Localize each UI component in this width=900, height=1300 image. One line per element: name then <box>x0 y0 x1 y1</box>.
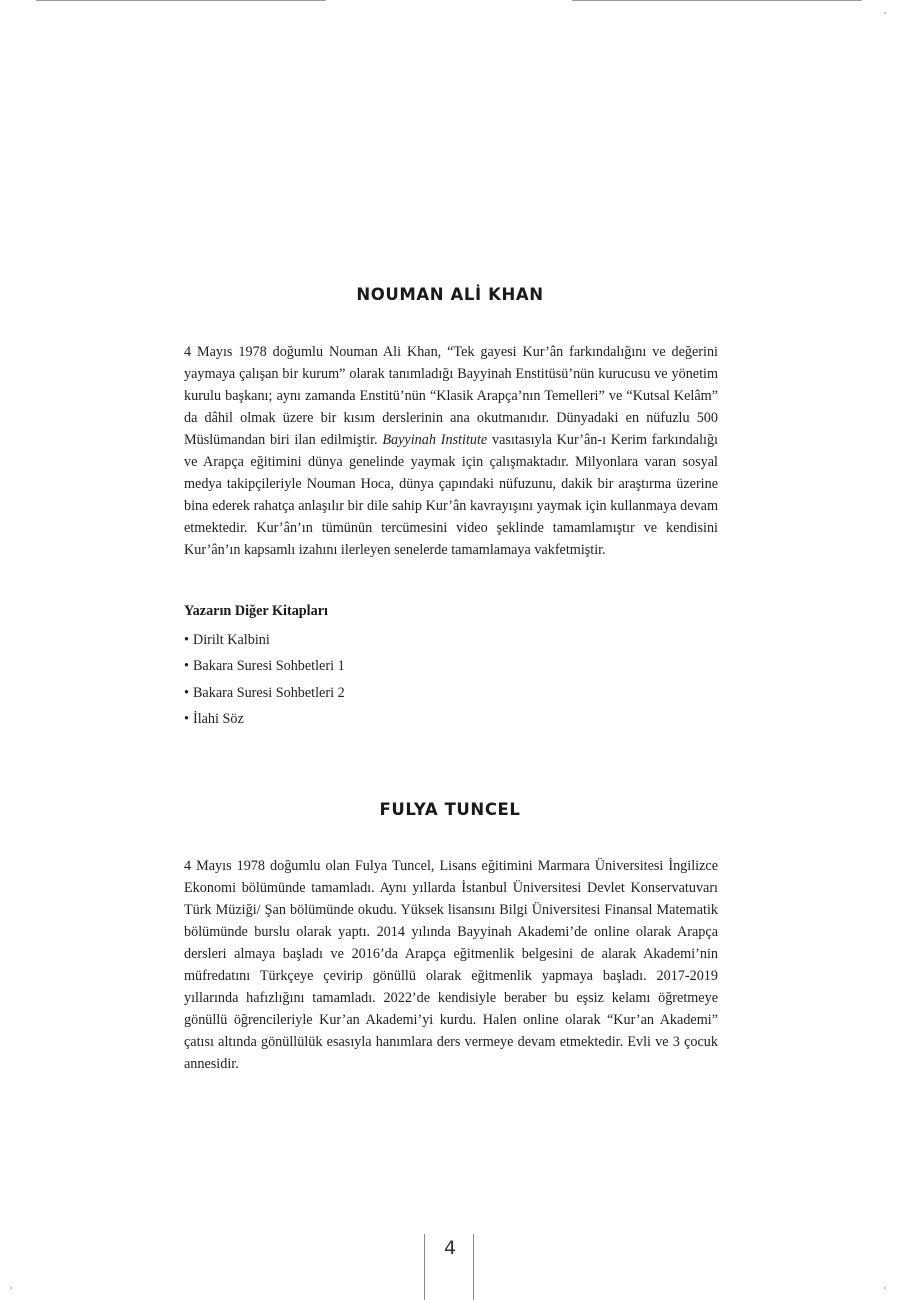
top-rule-left <box>36 0 326 1</box>
book-item <box>184 708 345 734</box>
bullet-icon: • <box>184 658 189 675</box>
author-2-bio: 4 Mayıs 1978 doğumlu olan Fulya Tuncel, Lisans eğitimini Marmara Üniversitesi İngilizce Ekonomi bölümünde tamamladı. Aynı yıllarda İstanbul Üniversitesi Devlet Konservatuvarı Türk Müziği/ Şan bölümünde okudu. Yüksek lisansını Bilgi Üniversitesi Finansal Matematik bölümünde burslu olarak yaptı. 2014 yılında Bayyinah Akademi’de online olarak Arapça dersleri almaya başladı ve 2016’da Arapça eğitmenlik belgesini de alarak Akademi’nin müfredatını Türkçeye çevirip gönüllü olarak eğitmenlik yapmaya başladı. 2017-2019 yıllarında hafızlığını tamamladı. 2022’de kendisiyle beraber bu eşsiz kelamı öğretmeye gönüllü öğrencileriyle Kur’an Akademi’yi kurdu. Halen online olarak “Kur’an Akademi” çatısı altında gönüllülük esasıyla hanımlara ders vermeye devam etmektedir. Evli ve 3 çocuk annesidir. <box>184 858 718 1072</box>
crop-mark <box>884 1287 886 1289</box>
author-1-bio-text-1: 4 Mayıs 1978 doğumlu Nouman Ali Khan, “Tek gayesi Kur’ân farkındalığını ve değerini yaymaya çalışan bir kurum” olarak tanımladığı Bayyinah Enstitüsü’nün kurucusu ve yönetim kurulu başkanı; aynı zamanda Enstitü’nün “Klasik Arapça’nın Temelleri” ve “Kutsal Kelâm” da dâhil olmak üzere bir kısım derslerinin ana okutmanıdır. Dünyadaki en nüfuzlu 500 Müslümandan biri ilan edilmiştir. <box>184 344 718 448</box>
crop-mark <box>884 12 886 14</box>
bullet-icon: • <box>184 710 189 727</box>
institute-name: Bayyinah Institute <box>382 432 488 448</box>
top-rule-right <box>572 0 862 1</box>
book-title: Dirilt Kalbini <box>192 632 270 648</box>
other-books-title: Yazarın Diğer Kitapları <box>184 603 328 619</box>
other-books-list <box>184 629 345 734</box>
page-number: 4 <box>443 1237 457 1259</box>
bullet-icon: • <box>184 632 189 648</box>
book-item <box>184 629 345 655</box>
book-title: Bakara Suresi Sohbetleri 2 <box>192 684 345 701</box>
book-item <box>184 682 345 708</box>
book-title: Bakara Suresi Sohbetleri 1 <box>192 658 345 675</box>
page-number-frame <box>424 1234 474 1300</box>
author-1-bio <box>184 341 718 561</box>
author-1-bio-text-2: vasıtasıyla Kur’ân-ı Kerim farkındalığı ve Arapça eğitimini dünya genelinde yaymak için çalışmaktadır. Milyonlara varan sosyal medya takipçileriyle Nouman Hoca, dünya çapındaki nüfuzunu, dakik bir araştırma üzerine bina ederek rahatça anlaşılır bir dile sahip Kur’ân kavrayışını yaymak için kullanmaya devam etmektedir. Kur’ân’ın tümünün tercümesini video şeklinde tamamlamıştır ve kendisini Kur’ân’ın kapsamlı izahını ilerleyen senelerde tamamlamaya vakfetmiştir. <box>184 432 718 558</box>
book-title: İlahi Söz <box>192 710 244 727</box>
bullet-icon: • <box>184 684 189 701</box>
author-1-heading: NOUMAN ALİ KHAN <box>356 285 544 304</box>
author-2-heading: FULYA TUNCEL <box>379 800 521 819</box>
book-item <box>184 655 345 681</box>
crop-mark <box>10 1287 12 1289</box>
